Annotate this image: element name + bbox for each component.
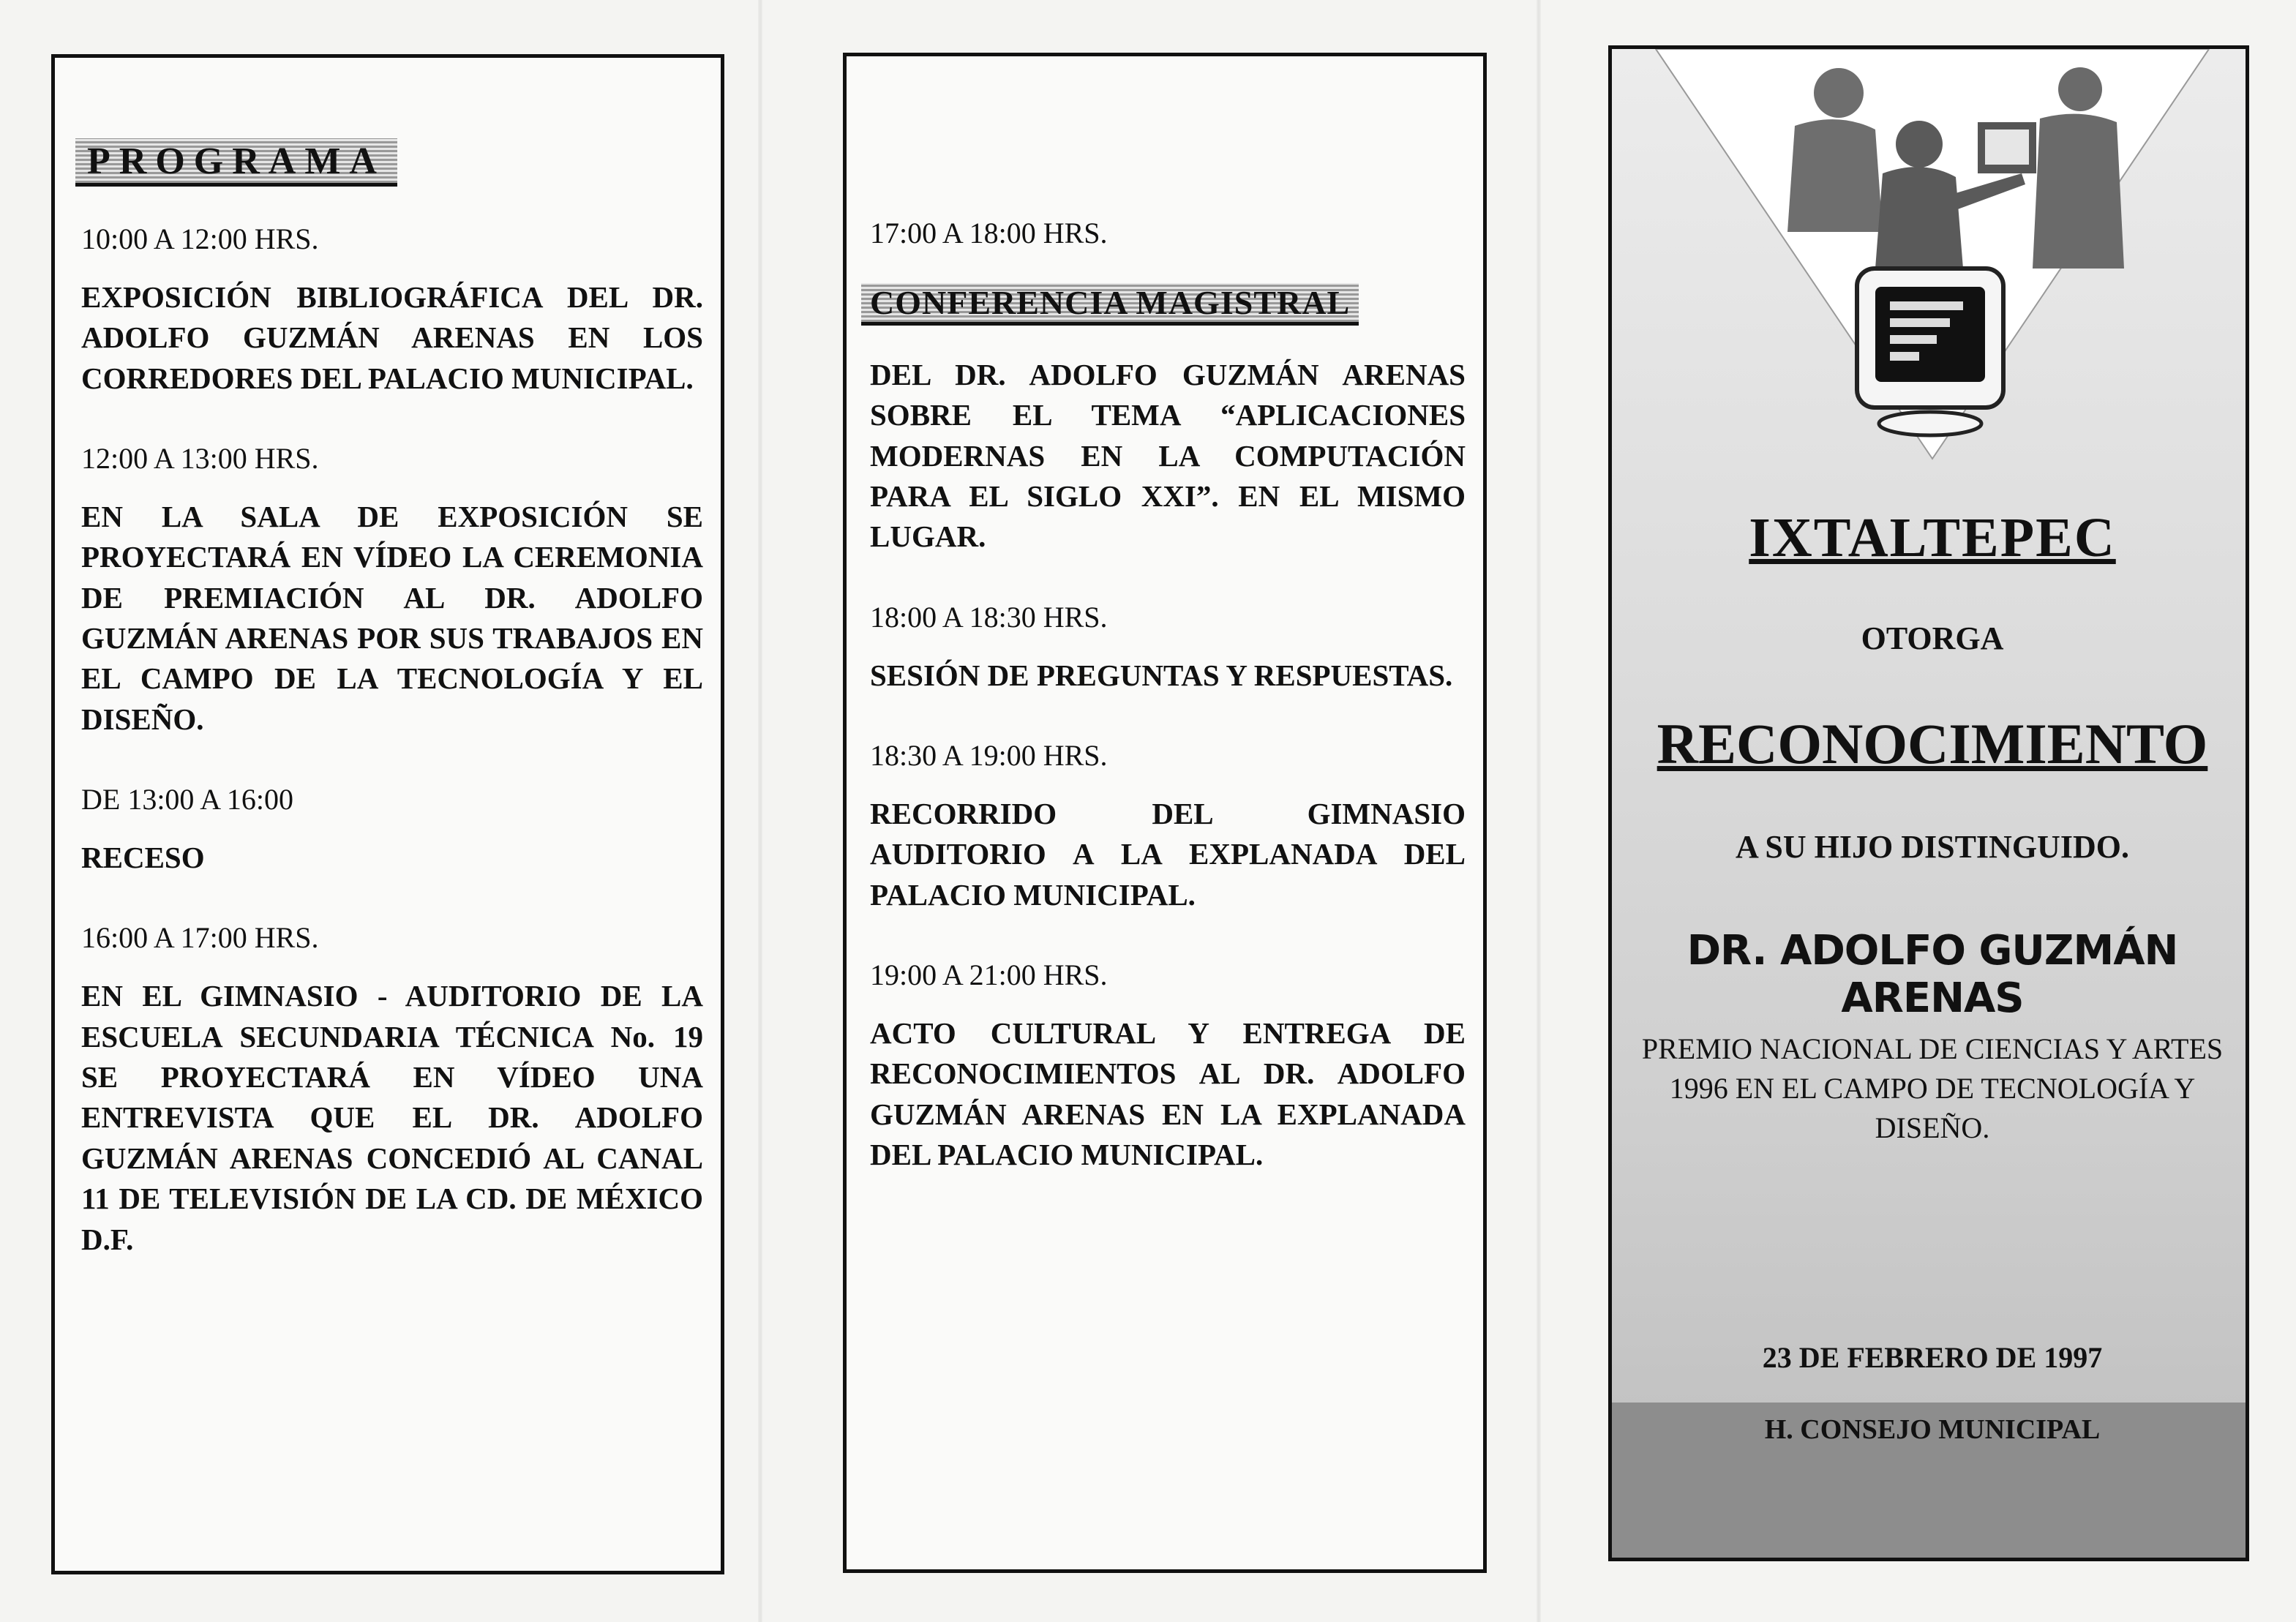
- entry-text: SESIÓN DE PREGUNTAS Y RESPUESTAS.: [870, 658, 1453, 692]
- fold-line: [758, 0, 762, 1622]
- event-date: 23 DE FEBRERO DE 1997: [1762, 1341, 2103, 1374]
- schedule-entry: [861, 959, 1466, 1175]
- entry-text: RECORRIDO DEL GIMNASIO AUDITORIO A LA EXPLANADA DEL PALACIO MUNICIPAL.: [870, 797, 1466, 912]
- people-computer-illustration: [1612, 49, 2249, 488]
- entry-text: RECESO: [81, 841, 205, 875]
- schedule-entry: [861, 601, 1466, 696]
- schedule-entry: [72, 922, 703, 1259]
- computer-monitor-icon: [1857, 269, 2003, 435]
- entry-time: 10:00 A 12:00 HRS.: [81, 222, 319, 255]
- entry-time: 12:00 A 13:00 HRS.: [81, 442, 319, 476]
- entry-time: DE 13:00 A 16:00: [81, 783, 294, 816]
- entry-time: 18:30 A 19:00 HRS.: [870, 739, 1108, 773]
- entry-time: 18:00 A 18:30 HRS.: [870, 600, 1108, 634]
- award-description: PREMIO NACIONAL DE CIENCIAS Y ARTES 1996 EN EL CAMPO DE TECNOLOGÍA Y DISEÑO.: [1641, 1032, 2224, 1144]
- programa-heading: PROGRAMA: [75, 138, 397, 187]
- entry-text: EN EL GIMNASIO - AUDITORIO DE LA ESCUELA SECUNDARIA TÉCNICA No. 19 SE PROYECTARÁ EN VÍDEO UNA ENTREVISTA QUE EL DR. ADOLFO GUZMÁN ARENAS CONCEDIÓ AL CANAL 11 DE TELEVISIÓN DE LA CD. DE MÉXICO D.F.: [81, 979, 703, 1256]
- town-title: IXTALTEPEC: [1749, 507, 2116, 568]
- program-panel-middle: [843, 53, 1487, 1573]
- entry-time: 17:00 A 18:00 HRS.: [870, 217, 1108, 249]
- honoree-name: DR. ADOLFO GUZMÁN ARENAS: [1687, 927, 2178, 1022]
- entry-time: 16:00 A 17:00 HRS.: [81, 921, 319, 955]
- entry-text: ACTO CULTURAL Y ENTREGA DE RECONOCIMIENTOS AL DR. ADOLFO GUZMÁN ARENAS EN LA EXPLANADA DEL PALACIO MUNICIPAL.: [870, 1016, 1466, 1172]
- schedule-entry: [72, 443, 703, 740]
- small-monitor-icon: [1978, 122, 2036, 173]
- hijo-distinguido-label: A SU HIJO DISTINGUIDO.: [1736, 829, 2129, 865]
- entry-text: EXPOSICIÓN BIBLIOGRÁFICA DEL DR. ADOLFO GUZMÁN ARENAS EN LOS CORREDORES DEL PALACIO MUNICIPAL.: [81, 280, 703, 395]
- entry-text: EN LA SALA DE EXPOSICIÓN SE PROYECTARÁ EN VÍDEO LA CEREMONIA DE PREMIACIÓN AL DR. ADOLFO GUZMÁN ARENAS POR SUS TRABAJOS EN EL CAMPO DE LA TECNOLOGÍA Y EL DISEÑO.: [81, 500, 703, 736]
- schedule-entry: [72, 223, 703, 399]
- fold-line: [1537, 0, 1541, 1622]
- program-panel-left: [51, 54, 724, 1574]
- reconocimiento-title: RECONOCIMIENTO: [1657, 712, 2208, 776]
- cover-panel: [1608, 45, 2249, 1561]
- entry-time: 19:00 A 21:00 HRS.: [870, 958, 1108, 992]
- otorga-label: OTORGA: [1861, 620, 2004, 656]
- entry-text: DEL DR. ADOLFO GUZMÁN ARENAS SOBRE EL TEMA “APLICACIONES MODERNAS EN LA COMPUTACIÓN PARA EL SIGLO XXI”. EN EL MISMO LUGAR.: [870, 358, 1466, 554]
- schedule-entry: [861, 740, 1466, 915]
- schedule-entry: [72, 784, 703, 878]
- council-name: H. CONSEJO MUNICIPAL: [1764, 1414, 2101, 1445]
- conferencia-heading: CONFERENCIA MAGISTRAL: [861, 283, 1359, 326]
